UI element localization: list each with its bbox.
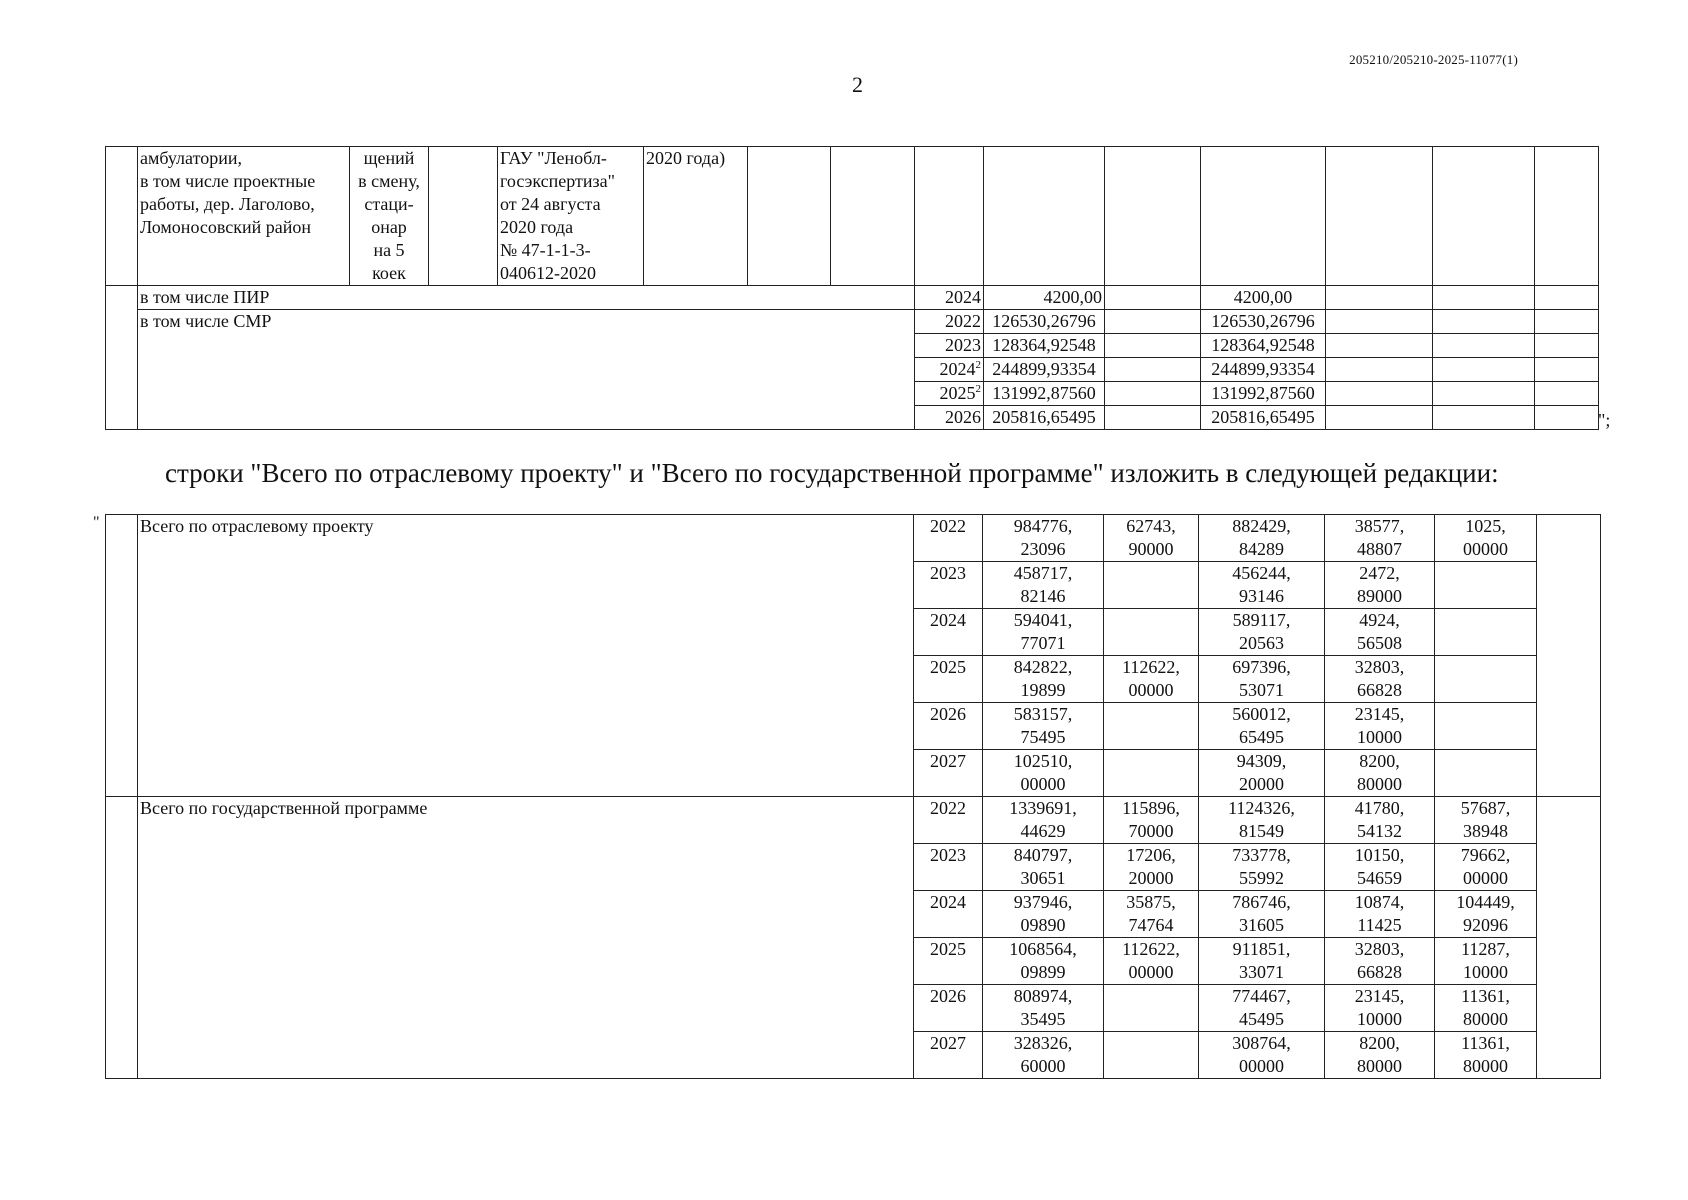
year-cell: 2023 <box>914 562 983 609</box>
other-amount: 11361, 80000 <box>1435 985 1537 1032</box>
smr-regional: 128364,92548 <box>1201 334 1326 358</box>
year-cell: 2022 <box>914 797 983 844</box>
other-amount <box>1435 656 1537 703</box>
other-amount <box>1435 562 1537 609</box>
other-amount: 1025, 00000 <box>1435 515 1537 562</box>
smr-regional: 205816,65495 <box>1201 406 1326 430</box>
other-amount <box>1435 609 1537 656</box>
top-table <box>105 146 1599 430</box>
smr-year: 2026 <box>915 406 984 430</box>
local-amount: 2472, 89000 <box>1325 562 1435 609</box>
row-number-cell <box>106 382 138 406</box>
other-amount: 104449, 92096 <box>1435 891 1537 938</box>
total-amount: 583157, 75495 <box>983 703 1104 750</box>
empty-cell <box>1535 147 1599 286</box>
total-amount: 1339691, 44629 <box>983 797 1104 844</box>
empty-cell <box>1326 334 1433 358</box>
smr-total: 205816,65495 <box>984 406 1105 430</box>
total-amount: 842822, 19899 <box>983 656 1104 703</box>
smr-rows <box>106 310 1599 430</box>
local-amount: 32803, 66828 <box>1325 656 1435 703</box>
empty-cell <box>1326 358 1433 382</box>
smr-regional: 131992,87560 <box>1201 382 1326 406</box>
empty-cell <box>1105 382 1201 406</box>
totals-table <box>105 514 1601 1079</box>
regional-amount: 560012, 65495 <box>1199 703 1325 750</box>
period-cell: 2020 года) <box>644 147 748 286</box>
smr-year: 2024$^2$ <box>915 358 984 382</box>
federal-amount: 112622, 00000 <box>1104 656 1199 703</box>
opening-quote: " <box>93 514 100 531</box>
footnote-mark: 2 <box>975 383 981 395</box>
regional-amount: 786746, 31605 <box>1199 891 1325 938</box>
local-amount: 38577, 48807 <box>1325 515 1435 562</box>
empty-cell <box>984 147 1105 286</box>
pir-label: в том числе ПИР <box>138 286 915 310</box>
regional-amount: 308764, 00000 <box>1199 1032 1325 1079</box>
row-number-cell <box>106 286 138 310</box>
closing-quote: "; <box>1598 410 1611 430</box>
regional-amount: 94309, 20000 <box>1199 750 1325 797</box>
empty-cell <box>831 147 915 286</box>
total-amount: 102510, 00000 <box>983 750 1104 797</box>
year-cell: 2027 <box>914 1032 983 1079</box>
smr-year: 2025$^2$ <box>915 382 984 406</box>
empty-cell <box>1433 406 1535 430</box>
regional-amount: 697396, 53071 <box>1199 656 1325 703</box>
smr-total: 131992,87560 <box>984 382 1105 406</box>
other-amount <box>1435 703 1537 750</box>
empty-cell <box>1535 406 1599 430</box>
year-cell: 2026 <box>914 703 983 750</box>
empty-cell <box>1433 334 1535 358</box>
smr-year: 2022 <box>915 310 984 334</box>
federal-amount: 115896, 70000 <box>1104 797 1199 844</box>
regional-amount: 1124326, 81549 <box>1199 797 1325 844</box>
year-cell: 2026 <box>914 985 983 1032</box>
total-amount: 808974, 35495 <box>983 985 1104 1032</box>
local-amount: 10874, 11425 <box>1325 891 1435 938</box>
year-cell: 2024 <box>914 609 983 656</box>
smr-total: 128364,92548 <box>984 334 1105 358</box>
row-number-cell <box>106 797 138 1079</box>
empty-cell <box>1105 286 1201 310</box>
capacity-cell: щений в смену, стаци- онар на 5 коек <box>350 147 429 286</box>
local-amount: 23145, 10000 <box>1325 985 1435 1032</box>
empty-cell <box>1537 797 1601 1079</box>
row-number-cell <box>106 515 138 797</box>
row-number-cell <box>106 147 138 286</box>
local-amount: 8200, 80000 <box>1325 750 1435 797</box>
federal-amount: 35875, 74764 <box>1104 891 1199 938</box>
regional-amount: 456244, 93146 <box>1199 562 1325 609</box>
year-cell: 2025 <box>914 656 983 703</box>
smr-label: в том числе СМР <box>138 310 915 430</box>
pir-total: 4200,00 <box>984 286 1105 310</box>
empty-cell <box>1537 515 1601 797</box>
empty-cell <box>1535 358 1599 382</box>
total-amount: 840797, 30651 <box>983 844 1104 891</box>
federal-amount <box>1104 562 1199 609</box>
empty-cell <box>1105 406 1201 430</box>
federal-amount <box>1104 985 1199 1032</box>
local-amount: 10150, 54659 <box>1325 844 1435 891</box>
total-amount: 1068564, 09899 <box>983 938 1104 985</box>
federal-amount: 17206, 20000 <box>1104 844 1199 891</box>
other-amount <box>1435 750 1537 797</box>
empty-cell <box>1326 147 1433 286</box>
year-cell: 2022 <box>914 515 983 562</box>
row-number-cell <box>106 406 138 430</box>
other-amount: 57687, 38948 <box>1435 797 1537 844</box>
local-amount: 41780, 54132 <box>1325 797 1435 844</box>
smr-total: 244899,93354 <box>984 358 1105 382</box>
regional-amount: 774467, 45495 <box>1199 985 1325 1032</box>
empty-cell <box>1105 310 1201 334</box>
empty-cell <box>915 147 984 286</box>
local-amount: 32803, 66828 <box>1325 938 1435 985</box>
totals-rows <box>106 515 1601 1079</box>
empty-cell <box>1201 147 1326 286</box>
row-number-cell <box>106 358 138 382</box>
empty-cell <box>429 147 498 286</box>
empty-cell <box>1535 310 1599 334</box>
pir-row <box>106 286 1599 310</box>
total-amount: 594041, 77071 <box>983 609 1104 656</box>
object-name-cell: амбулатории, в том числе проектные работы, дер. Лаголово, Ломоносовский район <box>138 147 350 286</box>
instruction-text: строки "Всего по отраслевому проекту" и "Всего по государственной программе" изложить в следующей редакции: <box>165 458 1499 488</box>
other-amount: 79662, 00000 <box>1435 844 1537 891</box>
year-cell: 2027 <box>914 750 983 797</box>
empty-cell <box>1105 147 1201 286</box>
smr-total: 126530,26796 <box>984 310 1105 334</box>
federal-amount <box>1104 750 1199 797</box>
local-amount: 4924, 56508 <box>1325 609 1435 656</box>
total-amount: 458717, 82146 <box>983 562 1104 609</box>
pir-regional: 4200,00 <box>1201 286 1326 310</box>
empty-cell <box>1433 358 1535 382</box>
total-amount: 937946, 09890 <box>983 891 1104 938</box>
regional-amount: 911851, 33071 <box>1199 938 1325 985</box>
regional-amount: 882429, 84289 <box>1199 515 1325 562</box>
empty-cell <box>1433 310 1535 334</box>
local-amount: 8200, 80000 <box>1325 1032 1435 1079</box>
empty-cell <box>1535 286 1599 310</box>
year-cell: 2024 <box>914 891 983 938</box>
total-amount: 328326, 60000 <box>983 1032 1104 1079</box>
expertise-cell: ГАУ "Ленобл- госэкспертиза" от 24 августа 2020 года № 47-1-1-3- 040612-2020 <box>498 147 644 286</box>
empty-cell <box>1326 406 1433 430</box>
other-amount: 11361, 80000 <box>1435 1032 1537 1079</box>
empty-cell <box>1433 147 1535 286</box>
row-number-cell <box>106 310 138 334</box>
smr-regional: 126530,26796 <box>1201 310 1326 334</box>
federal-amount: 62743, 90000 <box>1104 515 1199 562</box>
smr-row <box>106 310 1599 334</box>
row-number-cell <box>106 334 138 358</box>
empty-cell <box>1105 358 1201 382</box>
empty-cell <box>1326 286 1433 310</box>
smr-regional: 244899,93354 <box>1201 358 1326 382</box>
section-label: Всего по государственной программе <box>138 797 914 1079</box>
regional-amount: 589117, 20563 <box>1199 609 1325 656</box>
federal-amount <box>1104 703 1199 750</box>
empty-cell <box>1535 382 1599 406</box>
empty-cell <box>1433 286 1535 310</box>
empty-cell <box>1535 334 1599 358</box>
smr-year: 2023 <box>915 334 984 358</box>
total-amount: 984776, 23096 <box>983 515 1104 562</box>
footnote-mark: 2 <box>975 359 981 371</box>
document-id: 205210/205210-2025-11077(1) <box>1349 52 1518 67</box>
totals-row <box>106 797 1601 844</box>
federal-amount <box>1104 1032 1199 1079</box>
empty-cell <box>1433 382 1535 406</box>
empty-cell <box>1326 382 1433 406</box>
totals-row <box>106 515 1601 562</box>
local-amount: 23145, 10000 <box>1325 703 1435 750</box>
other-amount: 11287, 10000 <box>1435 938 1537 985</box>
page-number: 2 <box>852 72 863 97</box>
section-label: Всего по отраслевому проекту <box>138 515 914 797</box>
empty-cell <box>1105 334 1201 358</box>
empty-cell <box>1326 310 1433 334</box>
empty-cell <box>748 147 831 286</box>
object-row <box>106 147 1599 286</box>
pir-year: 2024 <box>915 286 984 310</box>
year-cell: 2025 <box>914 938 983 985</box>
federal-amount: 112622, 00000 <box>1104 938 1199 985</box>
regional-amount: 733778, 55992 <box>1199 844 1325 891</box>
federal-amount <box>1104 609 1199 656</box>
year-cell: 2023 <box>914 844 983 891</box>
